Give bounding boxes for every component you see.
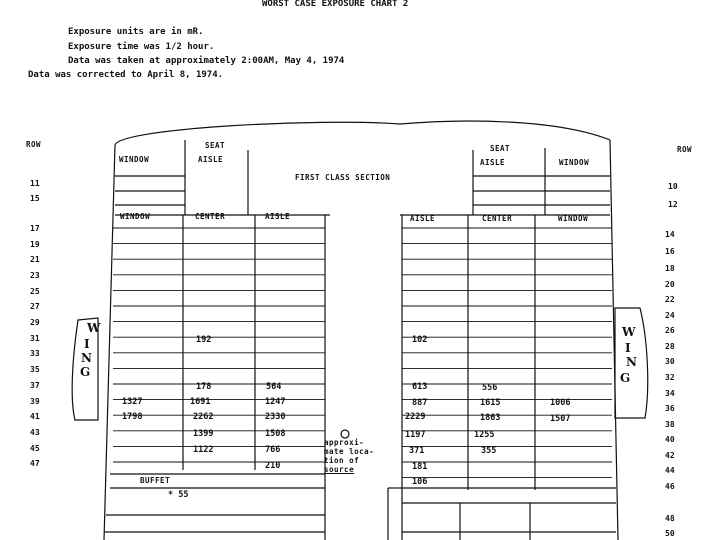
row-number-left: 25 xyxy=(30,287,40,296)
row-number-left: 41 xyxy=(30,412,40,421)
source-note-line-1: approxi- xyxy=(324,438,365,447)
row-number-left: 35 xyxy=(30,365,40,374)
wing-letter-left-w: W xyxy=(87,321,101,335)
row-number-right: 10 xyxy=(668,182,678,191)
reading-left-39-center: 1691 xyxy=(190,397,211,407)
row-number-right: 18 xyxy=(665,264,675,273)
row-number-right: 28 xyxy=(665,342,675,351)
reading-right-36-window: 1006 xyxy=(550,398,571,408)
row-number-left: 47 xyxy=(30,459,40,468)
window-label-top-left: WINDOW xyxy=(119,155,150,164)
row-number-right: 42 xyxy=(665,451,675,460)
column-label-right-window: WINDOW xyxy=(558,214,589,223)
wing-letter-left-g: G xyxy=(80,365,91,379)
row-number-left: 15 xyxy=(30,194,40,203)
reading-left-45-aisle: 766 xyxy=(265,445,281,455)
reading-right-36-aisle: 887 xyxy=(412,398,428,408)
reading-right-34-aisle: 613 xyxy=(412,382,428,392)
reading-right-46-aisle: 106 xyxy=(412,477,428,487)
seat-label-left: SEAT xyxy=(205,141,226,150)
note-date-corrected: Data was corrected to April 8, 1974. xyxy=(28,70,224,80)
wing-letter-right-i: I xyxy=(625,341,631,355)
row-number-right: 38 xyxy=(665,420,675,429)
row-number-right: 12 xyxy=(668,200,678,209)
wing-letter-left-i: I xyxy=(84,337,90,351)
aisle-label-top-right: AISLE xyxy=(480,158,506,167)
row-number-left: 29 xyxy=(30,318,40,327)
row-number-right: 36 xyxy=(665,404,675,413)
buffet-reading: * 55 xyxy=(168,490,189,500)
row-number-right: 24 xyxy=(665,311,675,320)
row-number-right: 14 xyxy=(665,230,675,239)
row-number-left: 21 xyxy=(30,255,40,264)
reading-left-47-aisle: 210 xyxy=(265,461,281,471)
row-number-left: 19 xyxy=(30,240,40,249)
window-label-top-right: WINDOW xyxy=(559,158,590,167)
column-label-right-aisle: AISLE xyxy=(410,214,436,223)
reading-right-28-aisle: 102 xyxy=(412,335,428,345)
reading-left-37-center: 178 xyxy=(196,382,212,392)
row-number-right: 44 xyxy=(665,466,675,475)
source-note-line-4: source xyxy=(324,465,355,474)
column-label-left-center: CENTER xyxy=(195,212,226,221)
reading-left-43-center: 1399 xyxy=(193,429,214,439)
row-number-left: 39 xyxy=(30,397,40,406)
chart-title: WORST CASE EXPOSURE CHART 2 xyxy=(262,0,409,9)
reading-right-42-center: 355 xyxy=(481,446,497,456)
row-number-right: 26 xyxy=(665,326,675,335)
reading-left-37-aisle: 564 xyxy=(266,382,282,392)
reading-right-40-aisle: 1197 xyxy=(405,430,426,440)
reading-right-38-aisle: 2229 xyxy=(405,412,426,422)
reading-right-36-center: 1615 xyxy=(480,398,501,408)
wing-letter-right-n: N xyxy=(626,355,637,369)
source-note-line-3: tion of xyxy=(324,456,360,465)
row-number-left: 43 xyxy=(30,428,40,437)
reading-right-38-window: 1507 xyxy=(550,414,571,424)
reading-left-45-center: 1122 xyxy=(193,445,214,455)
wing-letter-left-n: N xyxy=(81,351,92,365)
wing-letter-right-g: G xyxy=(620,371,631,385)
row-number-right: 30 xyxy=(665,357,675,366)
row-number-left: 11 xyxy=(30,179,40,188)
column-label-right-center: CENTER xyxy=(482,214,513,223)
aisle-label-top-left: AISLE xyxy=(198,155,224,164)
note-date-taken: Data was taken at approximately 2:00AM, May 4, 1974 xyxy=(68,56,345,66)
reading-right-40-center: 1255 xyxy=(474,430,495,440)
reading-right-38-center: 1863 xyxy=(480,413,501,423)
row-number-right: 32 xyxy=(665,373,675,382)
wing-letter-right-w: W xyxy=(622,325,636,339)
row-number-left: 17 xyxy=(30,224,40,233)
row-number-right: 48 xyxy=(665,514,675,523)
reading-left-43-aisle: 1508 xyxy=(265,429,286,439)
reading-right-42-aisle: 371 xyxy=(409,446,425,456)
row-number-left: 45 xyxy=(30,444,40,453)
row-number-right: 20 xyxy=(665,280,675,289)
row-number-right: 46 xyxy=(665,482,675,491)
row-number-right: 50 xyxy=(665,529,675,538)
row-number-right: 34 xyxy=(665,389,675,398)
row-number-left: 33 xyxy=(30,349,40,358)
reading-left-41-center: 2262 xyxy=(193,412,214,422)
row-number-right: 22 xyxy=(665,295,675,304)
reading-right-44-aisle: 181 xyxy=(412,462,428,472)
buffet-label: BUFFET xyxy=(140,476,171,485)
row-number-left: 31 xyxy=(30,334,40,343)
row-number-right: 16 xyxy=(665,247,675,256)
row-number-left: 27 xyxy=(30,302,40,311)
note-exposure-time: Exposure time was 1/2 hour. xyxy=(68,42,215,52)
reading-left-39-window: 1327 xyxy=(122,397,143,407)
first-class-section-label: FIRST CLASS SECTION xyxy=(295,173,391,182)
reading-right-34-center: 556 xyxy=(482,383,498,393)
row-number-left: 37 xyxy=(30,381,40,390)
row-header-right: ROW xyxy=(677,145,693,154)
source-note-line-2: mate loca- xyxy=(324,447,375,456)
reading-left-41-aisle: 2330 xyxy=(265,412,286,422)
column-label-left-window: WINDOW xyxy=(120,212,151,221)
reading-left-39-aisle: 1247 xyxy=(265,397,286,407)
column-label-left-aisle: AISLE xyxy=(265,212,291,221)
seat-label-right: SEAT xyxy=(490,144,511,153)
row-header-left: ROW xyxy=(26,140,42,149)
note-units: Exposure units are in mR. xyxy=(68,27,204,37)
reading-left-41-window: 1798 xyxy=(122,412,143,422)
row-number-right: 40 xyxy=(665,435,675,444)
reading-left-31-center: 192 xyxy=(196,335,212,345)
row-number-left: 23 xyxy=(30,271,40,280)
